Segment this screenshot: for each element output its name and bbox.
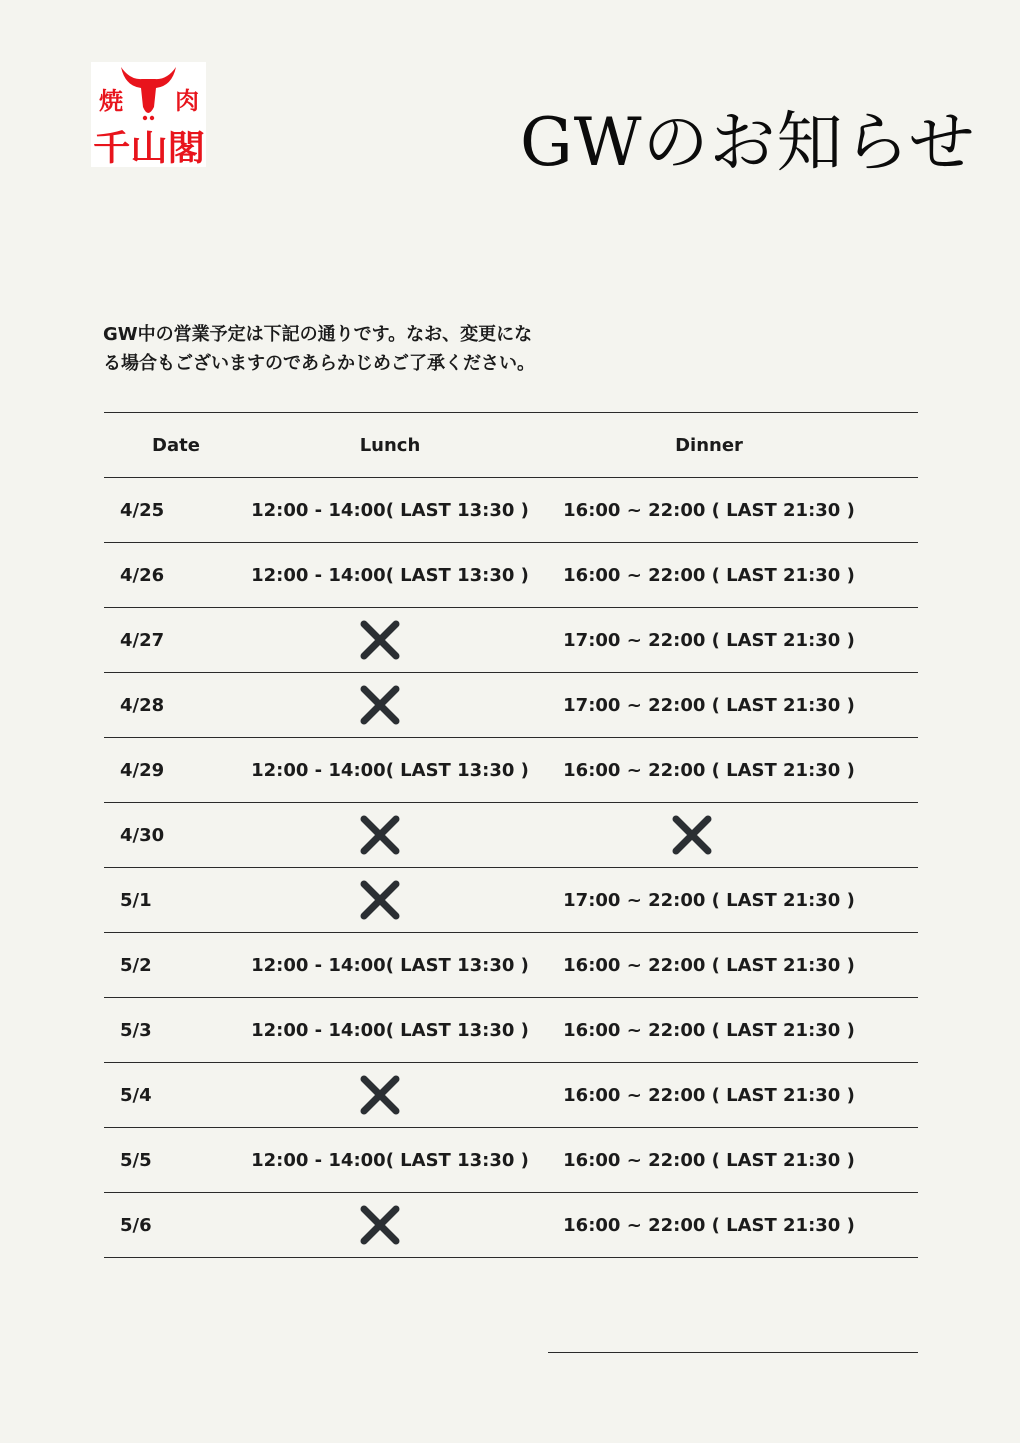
lunch-hours-cell: 12:00 - 14:00( LAST 13:30 ) [251, 564, 529, 586]
dinner-hours-cell: 16:00 ~ 22:00 ( LAST 21:30 ) [563, 564, 855, 586]
cross-icon [358, 618, 402, 662]
table-row [104, 1193, 918, 1258]
table-row [104, 738, 918, 803]
cross-icon [358, 813, 402, 857]
dinner-hours-cell: 17:00 ~ 22:00 ( LAST 21:30 ) [563, 629, 855, 651]
cross-icon [358, 1073, 402, 1117]
table-row [104, 1063, 918, 1128]
dinner-hours-cell: 16:00 ~ 22:00 ( LAST 21:30 ) [563, 1084, 855, 1106]
logo-char-niku: 肉 [175, 87, 199, 115]
table-row [104, 998, 918, 1063]
lunch-hours-cell: 12:00 - 14:00( LAST 13:30 ) [251, 1149, 529, 1171]
date-cell: 5/5 [120, 1149, 152, 1171]
restaurant-logo [91, 62, 206, 167]
notice-text [103, 320, 603, 378]
table-header-row [104, 412, 918, 478]
cross-icon [358, 683, 402, 727]
table-body [104, 478, 918, 1258]
header-date: Date [152, 434, 200, 456]
table-row [104, 478, 918, 543]
page-title: GWのお知らせ [520, 104, 976, 181]
cross-icon [358, 878, 402, 922]
dinner-hours-cell: 16:00 ~ 22:00 ( LAST 21:30 ) [563, 1214, 855, 1236]
table-row [104, 1128, 918, 1193]
dinner-closed-cell [670, 803, 714, 867]
header-dinner: Dinner [675, 434, 743, 456]
date-cell: 5/6 [120, 1214, 152, 1236]
lunch-hours-cell: 12:00 - 14:00( LAST 13:30 ) [251, 954, 529, 976]
table-row [104, 673, 918, 738]
dinner-hours-cell: 16:00 ~ 22:00 ( LAST 21:30 ) [563, 759, 855, 781]
date-cell: 4/30 [120, 824, 165, 846]
table-row [104, 933, 918, 998]
signature-line [548, 1352, 918, 1353]
lunch-closed-cell [358, 1063, 402, 1127]
lunch-closed-cell [358, 608, 402, 672]
logo-name: 千山閣 [93, 129, 205, 167]
date-cell: 4/26 [120, 564, 165, 586]
dinner-hours-cell: 16:00 ~ 22:00 ( LAST 21:30 ) [563, 499, 855, 521]
lunch-closed-cell [358, 803, 402, 867]
schedule-table [104, 412, 918, 1258]
dinner-hours-cell: 16:00 ~ 22:00 ( LAST 21:30 ) [563, 954, 855, 976]
lunch-closed-cell [358, 1193, 402, 1257]
notice-line: GW中の営業予定は下記の通りです。なお、変更にな る場合もございますのであらかじめご了承ください。 [103, 324, 535, 374]
table-row [104, 543, 918, 608]
lunch-closed-cell [358, 673, 402, 737]
bull-logo-icon [91, 62, 206, 167]
date-cell: 5/2 [120, 954, 152, 976]
date-cell: 5/1 [120, 889, 152, 911]
lunch-hours-cell: 12:00 - 14:00( LAST 13:30 ) [251, 1019, 529, 1041]
lunch-hours-cell: 12:00 - 14:00( LAST 13:30 ) [251, 759, 529, 781]
cross-icon [670, 813, 714, 857]
date-cell: 4/28 [120, 694, 165, 716]
logo-char-yaki: 焼 [99, 87, 123, 115]
header-lunch: Lunch [359, 434, 421, 456]
date-cell: 4/29 [120, 759, 165, 781]
table-row [104, 868, 918, 933]
dinner-hours-cell: 16:00 ~ 22:00 ( LAST 21:30 ) [563, 1019, 855, 1041]
lunch-hours-cell: 12:00 - 14:00( LAST 13:30 ) [251, 499, 529, 521]
date-cell: 5/3 [120, 1019, 152, 1041]
cross-icon [358, 1203, 402, 1247]
date-cell: 4/27 [120, 629, 165, 651]
table-row [104, 608, 918, 673]
date-cell: 4/25 [120, 499, 165, 521]
table-row [104, 803, 918, 868]
dinner-hours-cell: 17:00 ~ 22:00 ( LAST 21:30 ) [563, 889, 855, 911]
lunch-closed-cell [358, 868, 402, 932]
date-cell: 5/4 [120, 1084, 152, 1106]
dinner-hours-cell: 17:00 ~ 22:00 ( LAST 21:30 ) [563, 694, 855, 716]
dinner-hours-cell: 16:00 ~ 22:00 ( LAST 21:30 ) [563, 1149, 855, 1171]
